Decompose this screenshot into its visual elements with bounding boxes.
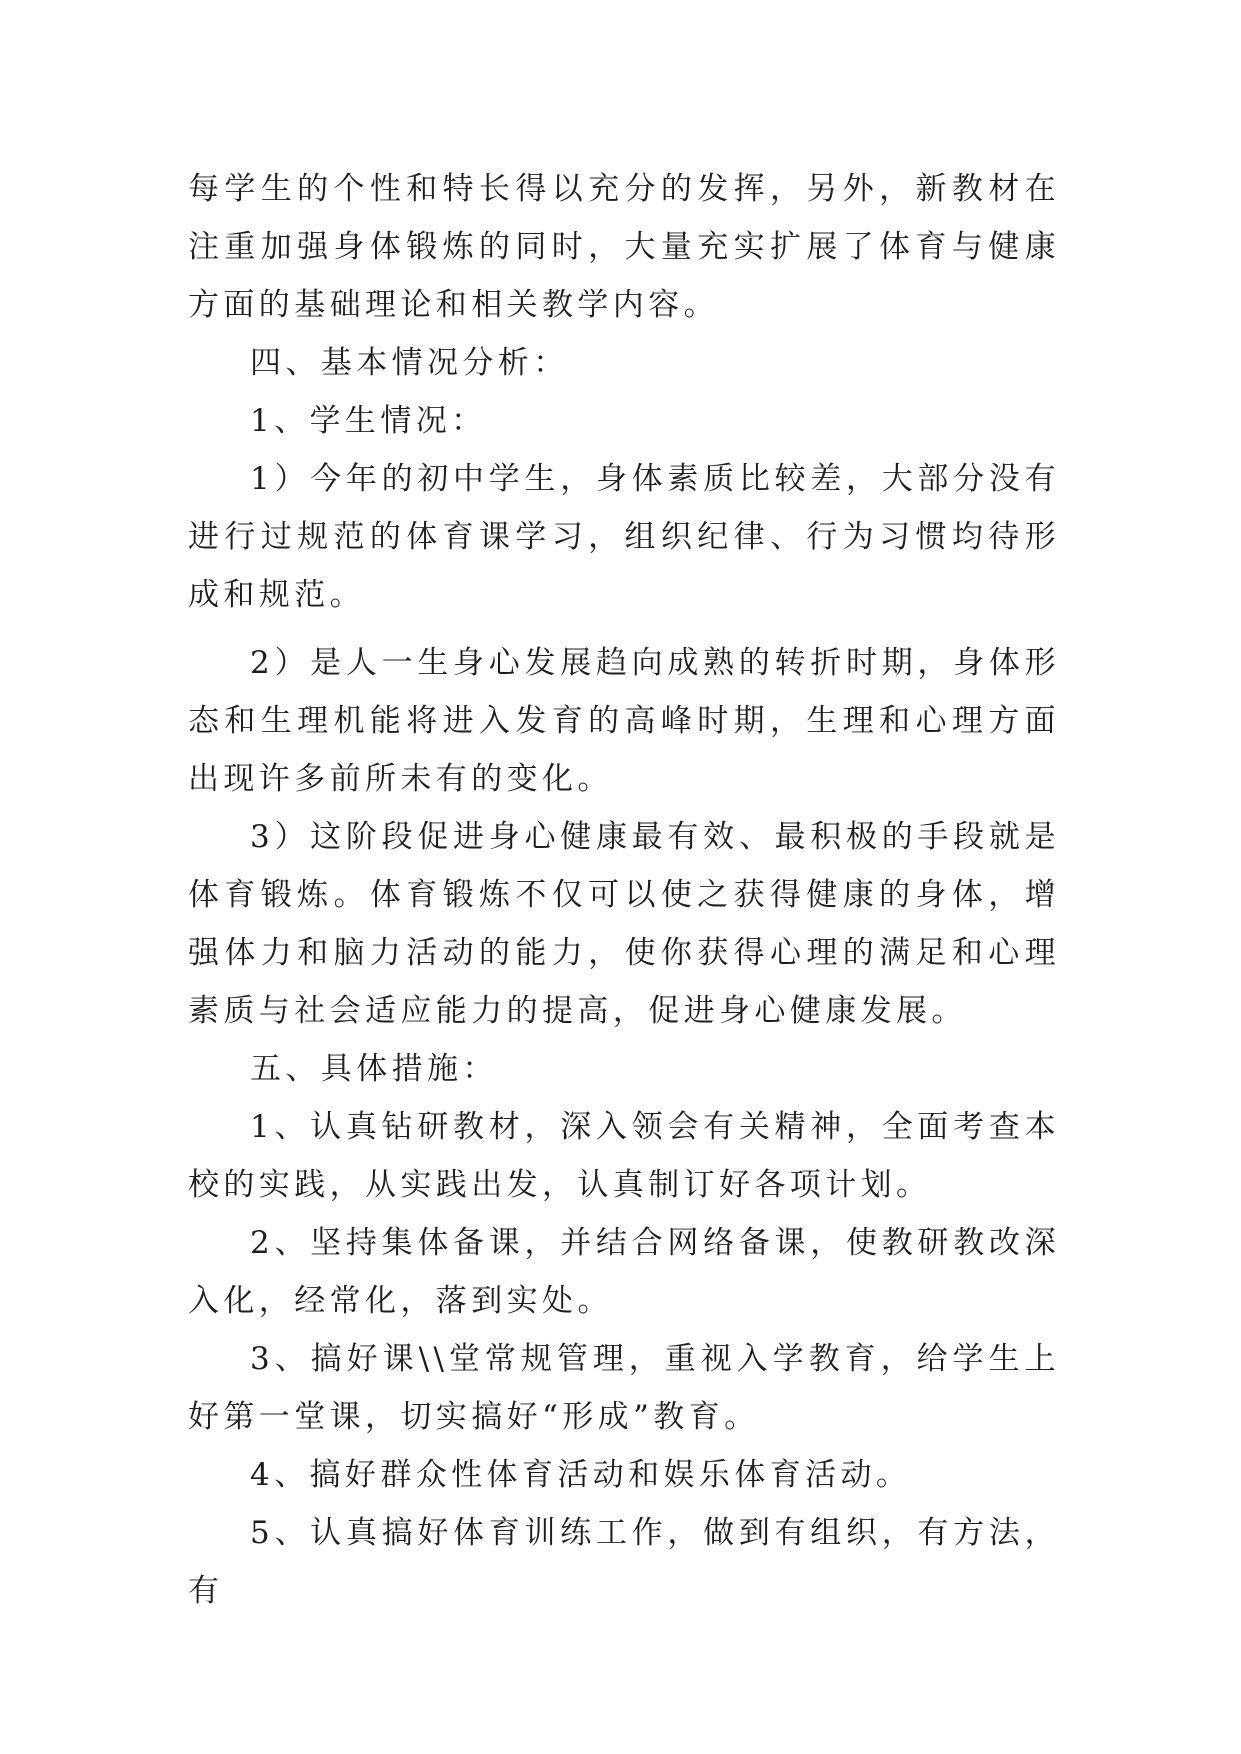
subheading-student-situation: 1、学生情况： bbox=[250, 403, 487, 439]
paragraph-student-point-3: 3）这阶段促进身心健康最有效、最积极的手段就是体育锻炼。体育锻炼不仅可以使之获得健康的身体，增强体力和脑力活动的能力，使你获得心理的满足和心理素质与社会适应能力的提高，促进身心健康发展。 bbox=[188, 819, 1060, 1029]
paragraph-student-point-1: 1）今年的初中学生，身体素质比较差，大部分没有进行过规范的体育课学习，组织纪律、行为习惯均待形成和规范。 bbox=[188, 461, 1060, 613]
paragraph-intro-continued: 每学生的个性和特长得以充分的发挥，另外，新教材在注重加强身体锻炼的同时，大量充实扩展了体育与健康方面的基础理论和相关教学内容。 bbox=[188, 171, 1060, 323]
paragraph-measure-3: 3、搞好课\\堂常规管理，重视入学教育，给学生上好第一堂课，切实搞好“形成”教育。 bbox=[188, 1341, 1060, 1435]
heading-specific-measures: 五、具体措施： bbox=[250, 1051, 498, 1087]
paragraph-measure-2: 2、坚持集体备课，并结合网络备课，使教研教改深入化，经常化，落到实处。 bbox=[188, 1225, 1060, 1319]
paragraph-measure-4: 4、搞好群众性体育活动和娱乐体育活动。 bbox=[250, 1457, 912, 1493]
paragraph-student-point-2: 2）是人一生身心发展趋向成熟的转折时期，身体形态和生理机能将进入发育的高峰时期，生理和心理方面出现许多前所未有的变化。 bbox=[188, 645, 1060, 797]
document-body bbox=[188, 160, 1060, 1620]
heading-basic-situation: 四、基本情况分析： bbox=[250, 345, 569, 381]
paragraph-measure-5: 5、认真搞好体育训练工作，做到有组织，有方法，有 bbox=[188, 1515, 1060, 1609]
paragraph-measure-1: 1、认真钻研教材，深入领会有关精神，全面考查本校的实践，从实践出发，认真制订好各项计划。 bbox=[188, 1109, 1060, 1203]
